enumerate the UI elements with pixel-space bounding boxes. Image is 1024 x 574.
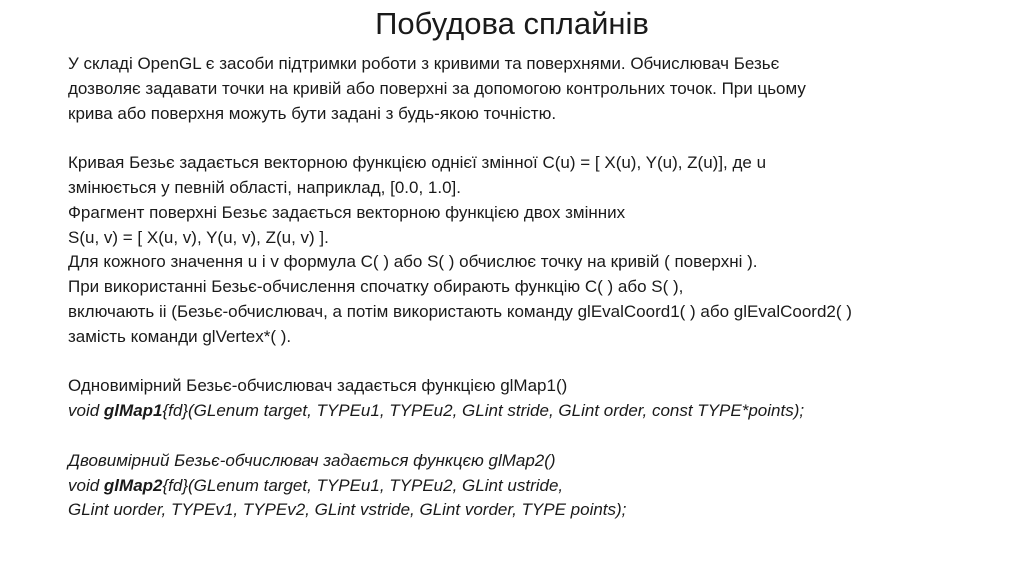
glmap2-function-name: glMap2: [103, 475, 163, 495]
glmap2-intro: Двовимірний Безьє-обчислювач задається функцєю glMap2(): [68, 450, 556, 470]
glmap1-intro: Одновимірний Безьє-обчислювач задається функцією glMap1(): [68, 376, 568, 396]
glmap2-sig-params: {fd}(GLenum target, TYPEu1, TYPEu2, GLint ustride,: [162, 475, 564, 495]
paragraph-gap: [68, 350, 988, 375]
slide-title: Побудова сплайнів: [375, 6, 649, 41]
surface-line-1: Фрагмент поверхні Безьє задається векторною функцією двох змінних: [68, 202, 626, 222]
slide-body: [68, 52, 988, 523]
glmap1-sig-params: {fd}(GLenum target, TYPEu1, TYPEu2, GLint stride, GLint order, const TYPE*points);: [162, 401, 805, 421]
paragraph-gap: [68, 424, 988, 449]
curve-line-2: змінюється у певній області, наприклад, [0.0, 1.0].: [68, 177, 462, 197]
formula-line: Для кожного значення u і v формула C( ) або S( ) обчислює точку на кривій ( поверхні ).: [68, 252, 758, 272]
glmap1-signature: [68, 399, 988, 424]
intro-line-1: У складі OpenGL є засоби підтримки роботи з кривими та поверхнями. Обчислювач Безьє: [68, 54, 780, 73]
usage-line-2: включають іі (Безьє-обчислювач, а потім використають команду glEvalCoord1( ) або glEvalCoord2( ): [68, 301, 852, 321]
glmap1-sig-prefix: void: [68, 401, 104, 421]
surface-line-2: S(u, v) = [ X(u, v), Y(u, v), Z(u, v) ].: [68, 227, 329, 247]
glmap2-signature: [68, 474, 988, 499]
usage-line-1: При використанні Безьє-обчислення спочатку обирають функцію C( ) або S( ),: [68, 277, 684, 297]
glmap1-function-name: glMap1: [103, 401, 163, 421]
usage-line-3: замість команди glVertex*( ).: [68, 326, 292, 346]
glmap2-sig-prefix: void: [68, 475, 104, 495]
intro-line-2: дозволяє задавати точки на кривій або поверхні за допомогою контрольних точок. При цьому: [68, 78, 806, 98]
glmap2-signature-cont: GLint uorder, TYPEv1, TYPEv2, GLint vstride, GLint vorder, TYPE points);: [68, 500, 627, 520]
curve-line-1: Кривая Безьє задається векторною функцією однієї змінної C(u) = [ X(u), Y(u), Z(u)], де u: [68, 153, 767, 173]
paragraph-gap: [68, 126, 988, 151]
intro-line-3: крива або поверхня можуть бути задані з будь-якою точністю.: [68, 103, 557, 123]
